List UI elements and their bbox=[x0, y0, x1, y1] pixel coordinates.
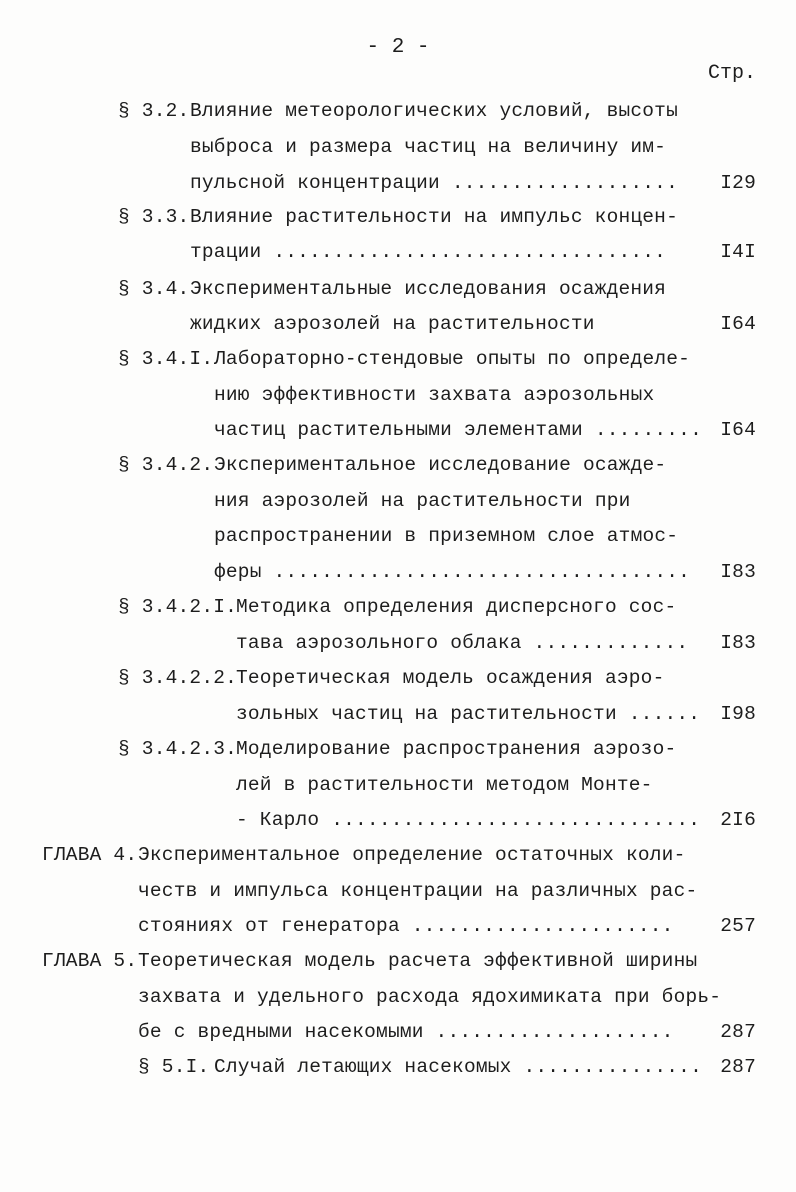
entry-title-line: Методика определения дисперсного сос- bbox=[236, 596, 677, 618]
entry-title-line: Моделирование распространения аэрозо- bbox=[236, 738, 677, 760]
entry-title-line: жидких аэрозолей на растительности bbox=[190, 313, 595, 335]
entry-title-line: - Карло ............................... bbox=[236, 809, 701, 831]
entry-title-line: бе с вредными насекомыми .................... bbox=[138, 1021, 674, 1043]
entry-title-line: выброса и размера частиц на величину им- bbox=[190, 136, 667, 158]
entry-title-line: Экспериментальные исследования осаждения bbox=[190, 278, 667, 300]
entry-title-line: Случай летающих насекомых ............... bbox=[214, 1056, 702, 1078]
entry-label: § 3.2. bbox=[118, 100, 190, 122]
entry-title-line: честв и импульса концентрации на различных рас- bbox=[138, 880, 698, 902]
entry-title-line: Теоретическая модель расчета эффективной ширины bbox=[138, 950, 698, 972]
entry-title-line: Экспериментальное определение остаточных коли- bbox=[138, 844, 686, 866]
entry-label: § 3.4. bbox=[118, 278, 190, 300]
entry-page-number: I64 bbox=[720, 419, 756, 441]
entry-label: § 3.4.2.2. bbox=[118, 667, 238, 689]
entry-page-number: I29 bbox=[720, 172, 756, 194]
entry-title-line: Теоретическая модель осаждения аэро- bbox=[236, 667, 665, 689]
entry-title-line: частиц растительными элементами ......... bbox=[214, 419, 702, 441]
entry-page-number: I83 bbox=[720, 632, 756, 654]
entry-title-line: нию эффективности захвата аэрозольных bbox=[214, 384, 655, 406]
entry-page-number: I98 bbox=[720, 703, 756, 725]
entry-title-line: захвата и удельного расхода ядохимиката при борь- bbox=[138, 986, 722, 1008]
entry-label: ГЛАВА 4. bbox=[42, 844, 138, 866]
entry-title-line: стояниях от генератора ...................... bbox=[138, 915, 674, 937]
page-number: - 2 - bbox=[366, 36, 430, 59]
entry-page-number: 287 bbox=[720, 1056, 756, 1078]
entry-page-number: 287 bbox=[720, 1021, 756, 1043]
entry-label: ГЛАВА 5. bbox=[42, 950, 138, 972]
entry-title-line: Лабораторно-стендовые опыты по определе- bbox=[214, 348, 691, 370]
entry-label: § 5.I. bbox=[138, 1056, 210, 1078]
entry-page-number: I64 bbox=[720, 313, 756, 335]
entry-label: § 3.4.2.3. bbox=[118, 738, 238, 760]
entry-page-number: I4I bbox=[720, 241, 756, 263]
entry-title-line: ния аэрозолей на растительности при bbox=[214, 490, 631, 512]
entry-page-number: I83 bbox=[720, 561, 756, 583]
entry-title-line: Экспериментальное исследование осажде- bbox=[214, 454, 667, 476]
entry-label: § 3.3. bbox=[118, 206, 190, 228]
entry-title-line: Влияние растительности на импульс концен- bbox=[190, 206, 678, 228]
entry-title-line: зольных частиц на растительности ...... bbox=[236, 703, 701, 725]
entry-title-line: Влияние метеорологических условий, высоты bbox=[190, 100, 678, 122]
page-column-header: Стр. bbox=[707, 62, 756, 85]
entry-page-number: 2I6 bbox=[720, 809, 756, 831]
entry-title-line: феры ................................... bbox=[214, 561, 691, 583]
entry-label: § 3.4.2.I. bbox=[118, 596, 238, 618]
entry-title-line: пульсной концентрации ................... bbox=[190, 172, 678, 194]
entry-page-number: 257 bbox=[720, 915, 756, 937]
entry-title-line: лей в растительности методом Монте- bbox=[236, 774, 653, 796]
entry-label: § 3.4.I. bbox=[118, 348, 214, 370]
entry-title-line: трации ................................. bbox=[190, 241, 667, 263]
entry-title-line: распространении в приземном слое атмос- bbox=[214, 525, 679, 547]
entry-label: § 3.4.2. bbox=[118, 454, 214, 476]
entry-title-line: тава аэрозольного облака ............. bbox=[236, 632, 689, 654]
